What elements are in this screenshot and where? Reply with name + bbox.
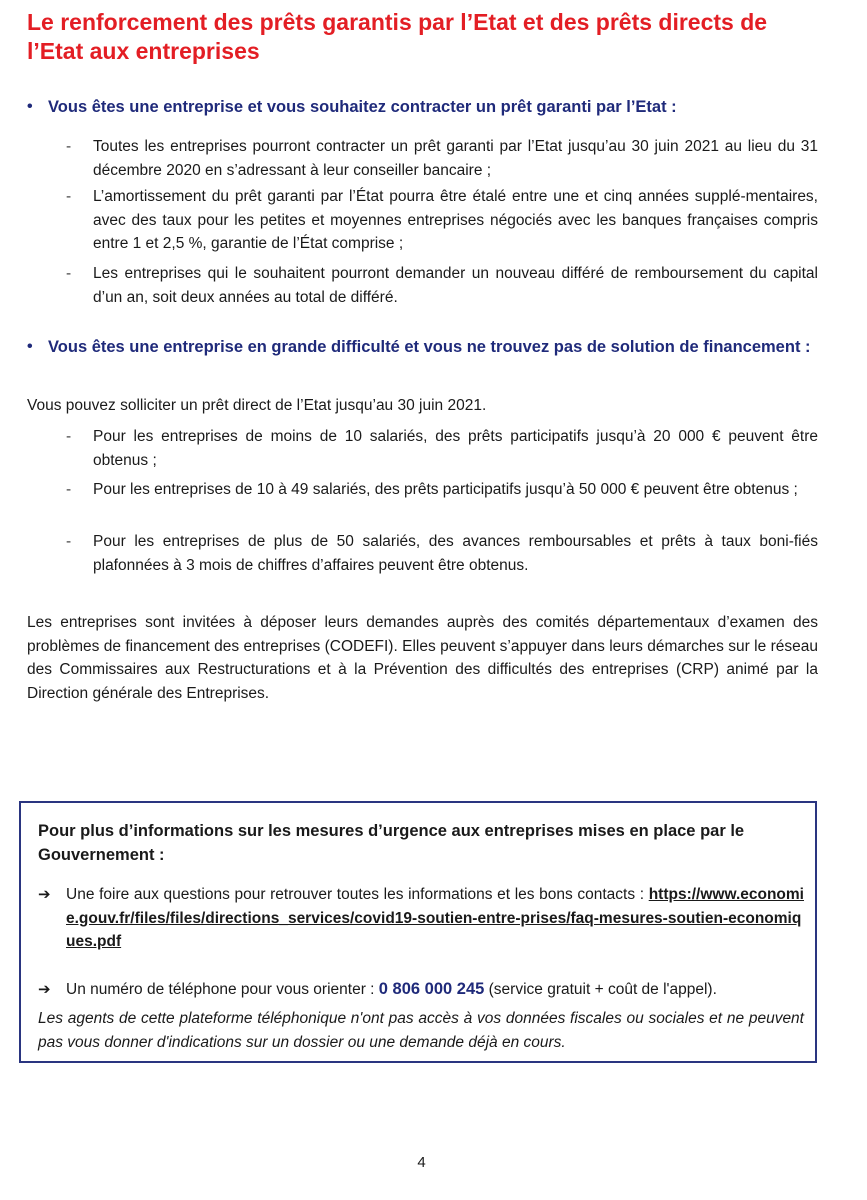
list-item-text: L’amortissement du prêt garanti par l’État pourra être étalé entre une et cinq années supplé-mentaires, avec des taux pour les petites et moyennes entreprises négociés avec les banques françaises compris entre 1 et 2,5 %, garantie de l’État comprise ; (93, 188, 818, 252)
faq-link[interactable]: https://www.economie.gouv.fr/files/files/directions_services/covid19-soutien-entre-prises/faq-mesures-soutien-economiques.pdf (66, 886, 804, 950)
page-number: 4 (417, 1154, 426, 1171)
phone-item (38, 978, 804, 1002)
list-item (66, 530, 818, 577)
phone-text-before: Un numéro de téléphone pour vous orienter : (66, 981, 375, 998)
faq-item (38, 883, 804, 954)
info-box-note: Les agents de cette plateforme téléphonique n'ont pas accès à vos données fiscales ou sociales et ne peuvent pas vous donner d'indications sur un dossier ou une demande déjà en cours. (38, 1010, 804, 1051)
closing-paragraph: Les entreprises sont invitées à déposer leurs demandes auprès des comités départementaux d’examen des problèmes de financement des entreprises (CODEFI). Elles peuvent s’appuyer dans leurs démarches sur le réseau des Commissaires aux Restructurations et à la Prévention des difficultés des entreprises (CRP) animé par la Direction générale des Entreprises. (27, 614, 818, 702)
phone-item-text (66, 978, 804, 1002)
list-item-text: Les entreprises qui le souhaitent pourront demander un nouveau différé de remboursement du capital d’un an, soit deux années au total de différé. (93, 265, 818, 306)
phone-number: 0 806 000 245 (378, 980, 485, 998)
section2-intro: Vous pouvez solliciter un prêt direct de l’Etat jusqu’au 30 juin 2021. (27, 397, 487, 414)
list-item (66, 135, 818, 182)
faq-text: Une foire aux questions pour retrouver toutes les informations et les bons contacts : (66, 886, 645, 903)
list-item-text: Pour les entreprises de moins de 10 salariés, des prêts participatifs jusqu’à 20 000 € peuvent être obtenus ; (93, 428, 818, 469)
list-item (66, 478, 818, 502)
list-item (66, 185, 818, 256)
section1-heading (27, 95, 822, 119)
dash-marker: - (66, 481, 72, 498)
arrow-right-icon: ➔ (38, 886, 51, 903)
list-item-text: Pour les entreprises de 10 à 49 salariés, des prêts participatifs jusqu’à 50 000 € peuvent être obtenus ; (93, 481, 798, 498)
bullet-icon: • (27, 338, 33, 355)
list-item (66, 425, 818, 472)
dash-marker: - (66, 138, 72, 155)
faq-item-text (66, 883, 804, 954)
list-item (66, 262, 818, 309)
list-item-text: Pour les entreprises de plus de 50 salariés, des avances remboursables et prêts à taux boni-fiés plafonnées à 3 mois de chiffres d’affaires peuvent être obtenus. (93, 533, 818, 574)
info-box (19, 801, 817, 1063)
list-item-text: Toutes les entreprises pourront contracter un prêt garanti par l’Etat jusqu’au 30 juin 2021 au lieu du 31 décembre 2020 en s’adressant à leur conseiller bancaire ; (93, 138, 818, 179)
page-title: Le renforcement des prêts garantis par l’Etat et des prêts directs de l’Etat aux entreprises (27, 9, 768, 64)
section2-heading-text: Vous êtes une entreprise en grande difficulté et vous ne trouvez pas de solution de financement : (48, 338, 811, 356)
bullet-icon: • (27, 98, 33, 115)
info-box-heading: Pour plus d’informations sur les mesures d’urgence aux entreprises mises en place par le Gouvernement : (38, 822, 745, 864)
dash-marker: - (66, 265, 72, 282)
dash-marker: - (66, 428, 72, 445)
phone-text-after: (service gratuit + coût de l'appel). (488, 981, 717, 998)
section1-heading-text: Vous êtes une entreprise et vous souhaitez contracter un prêt garanti par l’Etat : (48, 98, 677, 116)
section2-heading (27, 335, 822, 359)
dash-marker: - (66, 188, 72, 205)
arrow-right-icon: ➔ (38, 981, 51, 998)
dash-marker: - (66, 533, 72, 550)
